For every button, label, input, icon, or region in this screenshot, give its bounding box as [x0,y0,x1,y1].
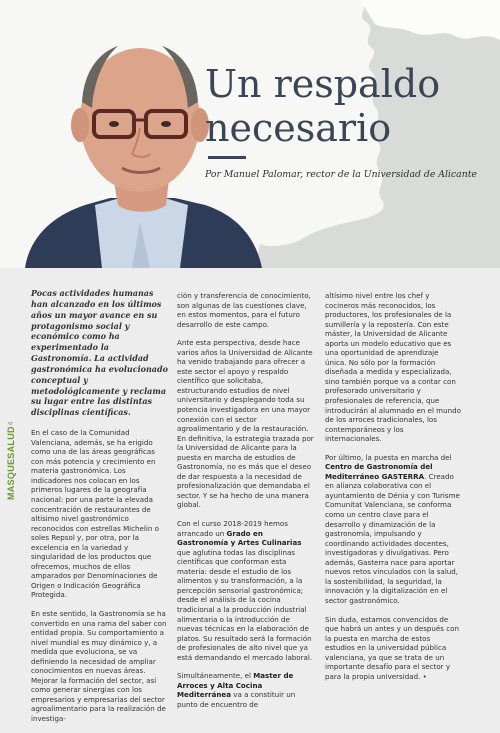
text-run: Con el curso 2018-2019 hemos arrancado un [177,519,288,538]
paragraph: En el caso de la Comunidad Valenciana, además, se ha erigido como una de las áreas geográficas con más potencia y crecimiento en materia gastronómica. Los indicadores nos colocan en los primeros lugares de la geografía nacional: por una parte la elevada concentración de restaurantes de altísimo nivel gastronómico reconocidos con estrellas Michelin o soles Repsol y, por otra, por la excelencia en la variedad y singularidad de los productos que ofrecemos, muchos de ellos amparados por Denominaciones de Origen o Indicación Geográfica Protegida. [31,428,159,600]
paragraph [177,671,314,709]
text-run: Por último, la puesta en marcha del [325,452,452,462]
paragraph: Sin duda, estamos convencidos de que habrá un antes y un después con la puesta en marcha de estos estudios en la universidad pública valenciana, ya que se trata de un importante desafío para el sector y para la propia universidad. • [325,614,459,681]
paragraph [325,453,462,606]
paragraph: altísimo nivel entre los chef y cocineros más reconocidos, los productores, los profesionales de la sumillería y la repostería. Con este máster, la Universidad de Alicante aporta un modelo educativo que es una oportunidad de aprendizaje única. No sólo por la formación diseñada a medida y especializada, sino también porque va a contar con profesorado universitario y profesionales de referencia, que introducirán al alumnado en el mundo de los arroces tradicionales, los contemporáneos y los internacionales. [325,291,461,444]
text-run: va a constituir un punto de encuentro de [177,690,296,709]
column-1 [31,288,168,733]
paragraph: ción y transferencia de conocimiento, son algunas de las cuestiones clave, en estos momentos, para el futuro desarrollo de este campo. [177,291,311,329]
brand-label: MASQUESALUD [6,426,16,500]
paragraph: Ante esta perspectiva, desde hace varios años la Universidad de Alicante ha venido trabajando para ofrecer a este sector el apoyo y respaldo científico que solicitaba, estructurando estudios de nivel universitario y desplegando toda su potencia investigadora en una mayor conexión con el sector agroalimentario y de la restauración. En definitiva, la estrategia trazada por la Universidad de Alicante para la puesta en marcha de estudios de Gastronomía, no es más que el deseo de dar respuesta a la necesidad de profesionalización que demandaba el sector. Y se ha hecho de una manera global. [177,338,314,510]
side-label [6,420,20,510]
bold-text: Grado en Gastronomía y Artes Culinarias [177,528,302,548]
title-divider [208,156,246,159]
paragraph [177,519,314,662]
text-run: . Creado en alianza colaborativa con el ayuntamiento de Dénia y con Turisme Comunitat Valenciana, se conforma como un centro clave para el desarrollo y dinamización de la gastronomía, impulsando y coordinando actividades docentes, investigadoras y divulgativas. Pero además, Gasterra nace para aportar nuevos retos vinculados con la salud, la sostenibilidad, la seguridad, la innovación y la digitalización en el sector gastronómico. [325,471,460,605]
article-title [205,62,495,150]
column-2 [177,291,314,718]
text-run: que aglutina todas las disciplinas científicas que conforman esta materia: desde el estudio de los alimentos y su transformación, a la percepción sensorial gastronómica; desde el análisis de la cocina tradicional a la producción industrial alimentaria o la introducción de nuevas técnicas en la elaboración de platos. Su resultado será la formación de profesionales de alto nivel que ya está demandando el mercado laboral. [177,547,313,662]
paragraph: En este sentido, la Gastronomía se ha convertido en una rama del saber con entidad propia. Su comportamiento a nivel mundial es muy dinámico y, a medida que evoluciona, se va definiendo la necesidad de ampliar conocimientos en nuevas áreas. Mejorar la formación del sector, así como generar sinergias con los empresarios y empresarias del sector agroalimentario para la realización de investiga- [31,608,167,723]
title-line-1: Un respaldo [205,62,441,106]
title-line-2: necesario [205,106,392,150]
column-3 [325,291,462,690]
lead-paragraph: Pocas actividades humanas han alcanzado en los últimos años un mayor avance en su protagonismo social y económico como ha experimentado la Gastronomía. La actividad gastronómica ha evolucionado conceptual y metodológicamente y reclama su lugar entre las distintas disciplinas científicas. [31,288,168,418]
article-byline: Por Manuel Palomar, rector de la Universidad de Alicante [205,169,477,180]
page-number: 4 [7,421,15,426]
text-run: Simultáneamente, el [177,671,254,681]
bold-text: Master de Arroces y Alta Cocina Mediterránea [177,671,294,700]
bold-text: Centro de Gastronomía del Mediterráneo GASTERRA [325,462,433,481]
